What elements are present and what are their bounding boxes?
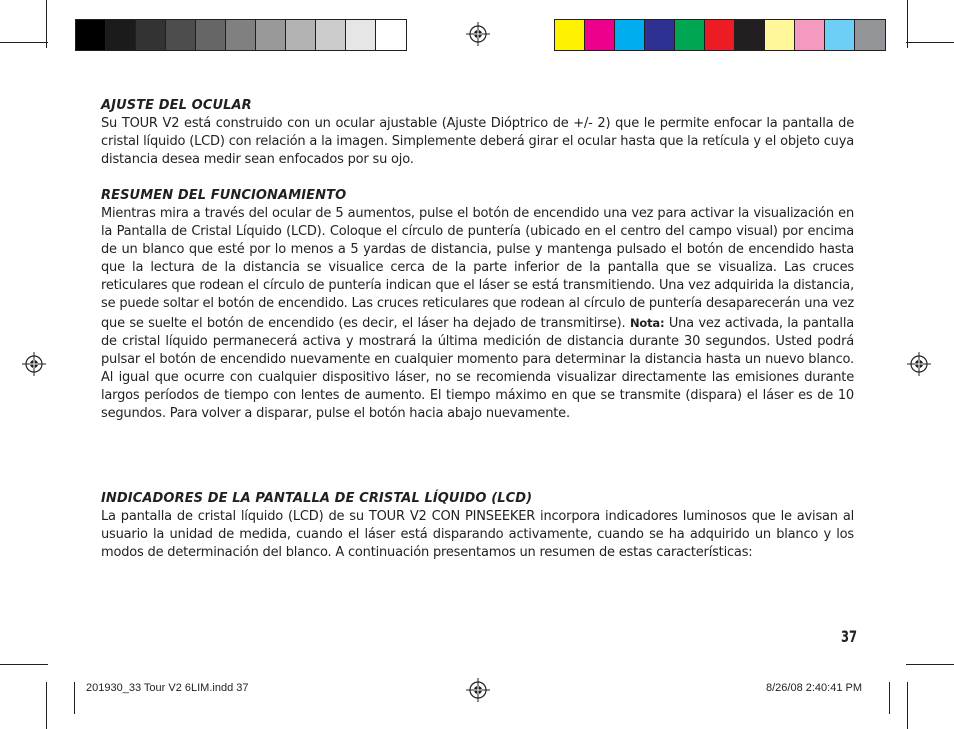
crop-mark-bottom-right-vertical [907,682,908,729]
color-swatch [196,20,226,50]
slug-file-name: 201930_33 Tour V2 6LIM.indd 37 [86,682,249,694]
color-swatch [645,20,675,50]
color-calibration-bar [554,19,886,51]
section-heading: AJUSTE DEL OCULAR [101,98,252,113]
crop-mark-top-left-vertical [46,0,47,48]
color-swatch [765,20,795,50]
page-number: 37 [841,627,858,646]
color-swatch [795,20,825,50]
section-body: La pantalla de cristal líquido (LCD) de su TOUR V2 CON PINSEEKER incorpora indicadores luminosos que le avisan al usuario la unidad de medida, cuando el láser está disparando activamente, cuando se ha adquirido un blanco y los modos de determinación del blanco. A continuación presentamos un resumen de estas características: [101,509,854,561]
color-swatch [346,20,376,50]
crosshair-target-icon [22,352,46,376]
color-swatch [166,20,196,50]
color-swatch [286,20,316,50]
color-swatch [316,20,346,50]
color-swatch [106,20,136,50]
color-swatch [76,20,106,50]
color-swatch [615,20,645,50]
section-heading: INDICADORES DE LA PANTALLA DE CRISTAL LÍQUIDO (LCD) [101,491,533,506]
section-body [101,205,854,423]
color-swatch [376,20,406,50]
slug-timestamp: 8/26/08 2:40:41 PM [766,682,863,694]
color-swatch [675,20,705,50]
color-swatch [555,20,585,50]
body-text-after-note: Una vez activada, la pantalla de cristal líquido permanecerá activa y mostrará la última medición de distancia durante 30 segundos. Usted podrá pulsar el botón de encendido nuevamente en cualquier momento para determinar la distancia hasta un nuevo blanco. Al igual que ocurre con cualquier dispositivo láser, no se recomienda visualizar directamente las emisiones durante largos períodos de tiempo con lentes de aumento. El tiempo máximo en que se transmite (dispara) el láser es de 10 segundos. Para volver a disparar, pulse el botón hacia abajo nuevamente. [101,315,855,422]
crop-mark-bottom-left-vertical [46,682,47,729]
color-swatch [226,20,256,50]
color-swatch [585,20,615,50]
color-swatch [136,20,166,50]
color-swatch [735,20,765,50]
color-swatch [705,20,735,50]
color-swatch [825,20,855,50]
crosshair-target-icon [466,678,490,702]
color-swatch [256,20,286,50]
crop-mark-bottom-right-horizontal [906,664,954,665]
slug-divider-right [889,682,890,714]
section-resumen-del-funcionamiento [101,187,854,423]
crosshair-target-icon [907,352,931,376]
section-indicadores-lcd [101,490,854,562]
section-body: Su TOUR V2 está construido con un ocular ajustable (Ajuste Dióptrico de +/- 2) que le permite enfocar la pantalla de cristal líquido (LCD) con relación a la imagen. Simplemente deberá girar el ocular hasta que la retícula y el objeto cuya distancia desea medir sean enfocados por su ojo. [101,116,854,168]
crosshair-target-icon [466,22,490,46]
crop-mark-bottom-left-horizontal [0,664,48,665]
crop-mark-top-right-horizontal [906,42,954,43]
body-text-before-note: Mientras mira a través del ocular de 5 aumentos, pulse el botón de encendido una vez para activar la visualización en la Pantalla de Cristal Líquido (LCD). Coloque el círculo de puntería (ubicado en el centro del campo visual) por encima de un blanco que esté por lo menos a 5 yardas de distancia, pulse y mantenga pulsado el botón de encendido hasta que la lectura de la distancia se visualice cerca de la parte inferior de la pantalla que se visualiza. Las cruces reticulares que rodean el círculo de puntería indican que el láser se está transmitiendo. Una vez adquirida la distancia, se puede soltar el botón de encendido. Las cruces reticulares que rodean al círculo de puntería desaparecerán una vez que se suelte el botón de encendido (es decir, el láser ha dejado de transmitirse). [101,206,854,331]
grayscale-calibration-bar [75,19,407,51]
slug-divider-left [74,682,75,714]
crop-mark-top-left-horizontal [0,42,48,43]
note-label: Nota: [629,315,665,330]
color-swatch [855,20,885,50]
crop-mark-top-right-vertical [907,0,908,48]
section-ajuste-del-ocular [101,97,854,169]
section-heading: RESUMEN DEL FUNCIONAMIENTO [101,188,347,203]
